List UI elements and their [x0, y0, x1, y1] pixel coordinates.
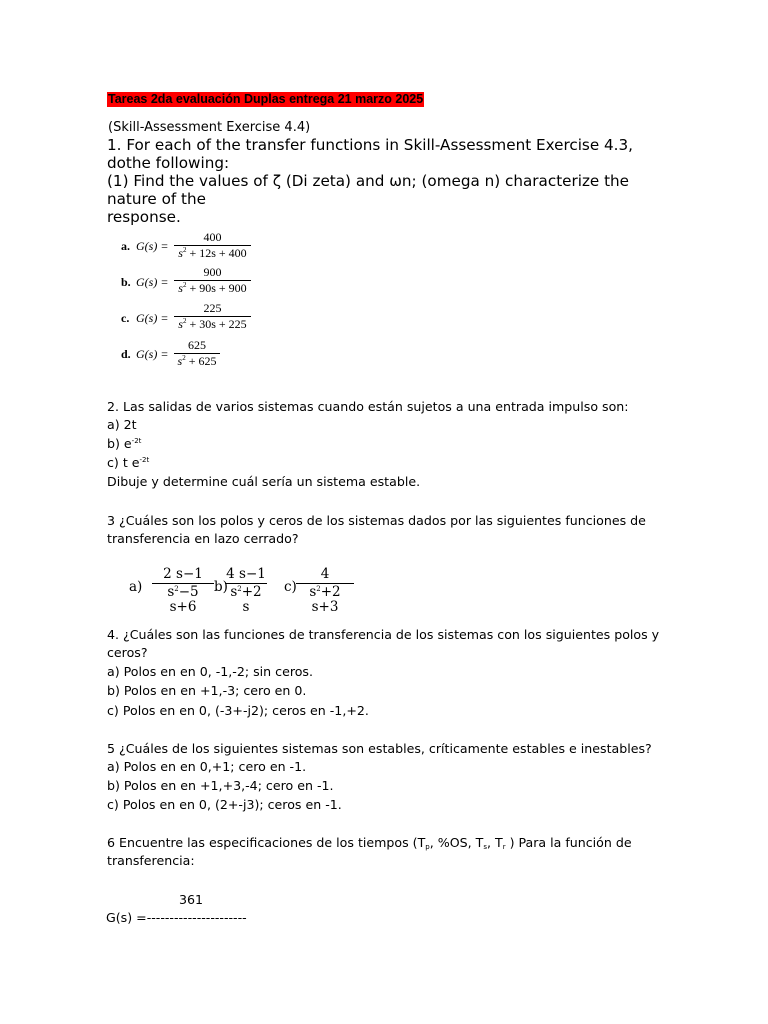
q6-function-lhs: G(s) =----------------------: [106, 910, 247, 925]
tf-b-label: b.: [121, 275, 131, 289]
q5-option-c: c) Polos en en 0, (2+-j3); ceros en -1.: [107, 797, 342, 812]
q3-a-label: a): [129, 579, 143, 595]
q4-line2: ceros?: [107, 645, 148, 660]
tf-a-label: a.: [121, 239, 130, 253]
q3-a-fraction: 2 s−1 $s^2-5$ s+6: [152, 567, 214, 615]
tf-d-fraction: 625 $s^2 + 625$: [174, 339, 220, 368]
q1-line5: response.: [107, 208, 181, 226]
tf-d-label: d.: [121, 347, 131, 361]
q2-option-c: c) t $e^{-2t}$: [107, 455, 150, 470]
q2-question: 2. Las salidas de varios sistemas cuando están sujetos a una entrada impulso son:: [107, 399, 629, 414]
q1-line3: (1) Find the values of ζ (Di zeta) and ωn; (omega n) characterize the: [107, 172, 630, 190]
q3-line1: 3 ¿Cuáles son los polos y ceros de los sistemas dados por las siguientes funciones de: [107, 513, 646, 528]
q1-line2: dothe following:: [107, 154, 230, 172]
exercise-reference: (Skill-Assessment Exercise 4.4): [108, 120, 311, 135]
tf-c-fraction: 225 $s^2 + 30s + 225$: [174, 302, 251, 331]
q4-line1: 4. ¿Cuáles son las funciones de transferencia de los sistemas con los siguientes polos y: [107, 627, 660, 642]
q4-option-c: c) Polos en en 0, (-3+-j2); ceros en -1,+2.: [107, 703, 369, 718]
q2-closing: Dibuje y determine cuál sería un sistema estable.: [107, 474, 421, 489]
tf-b-lhs: G(s) =: [136, 275, 169, 289]
page-title: Tareas 2da evaluación Duplas entrega 21 marzo 2025: [108, 92, 424, 106]
q1-line4: nature of the: [107, 190, 206, 208]
q6-numerator: 361: [179, 892, 204, 907]
tf-a-fraction: 400 $s^2 + 12s + 400$: [174, 231, 251, 260]
q1-line1: 1. For each of the transfer functions in Skill-Assessment Exercise 4.3,: [107, 136, 633, 154]
q2-option-b: b) $e^{-2t}$: [107, 436, 142, 451]
tf-b-fraction: 900 $s^2 + 90s + 900$: [174, 266, 251, 295]
q5-option-a: a) Polos en en 0,+1; cero en -1.: [107, 759, 307, 774]
q3-b-label: b): [214, 579, 228, 595]
tf-c-label: c.: [121, 311, 130, 325]
q3-c-fraction: 4 $s^2+2$ s+3: [296, 567, 354, 615]
q5-question: 5 ¿Cuáles de los siguientes sistemas son estables, críticamente estables e inestables?: [107, 741, 652, 756]
tf-a-lhs: G(s) =: [136, 239, 169, 253]
q3-c-label: c): [284, 579, 297, 595]
q2-option-a: a) 2t: [107, 417, 137, 432]
tf-c-lhs: G(s) =: [136, 311, 169, 325]
q3-line2: transferencia en lazo cerrado?: [107, 531, 299, 546]
q6-line1: 6 Encuentre las especificaciones de los tiempos ($T_p$, %OS, $T_s$, $T_r$ ) Para la función de: [107, 835, 632, 851]
q4-option-b: b) Polos en en +1,-3; cero en 0.: [107, 683, 307, 698]
q5-option-b: b) Polos en en +1,+3,-4; cero en -1.: [107, 778, 334, 793]
q6-line2: transferencia:: [107, 853, 195, 868]
tf-d-lhs: G(s) =: [136, 347, 169, 361]
q4-option-a: a) Polos en en 0, -1,-2; sin ceros.: [107, 664, 313, 679]
q3-b-fraction: 4 s−1 $s^2+2$ s: [226, 566, 266, 615]
